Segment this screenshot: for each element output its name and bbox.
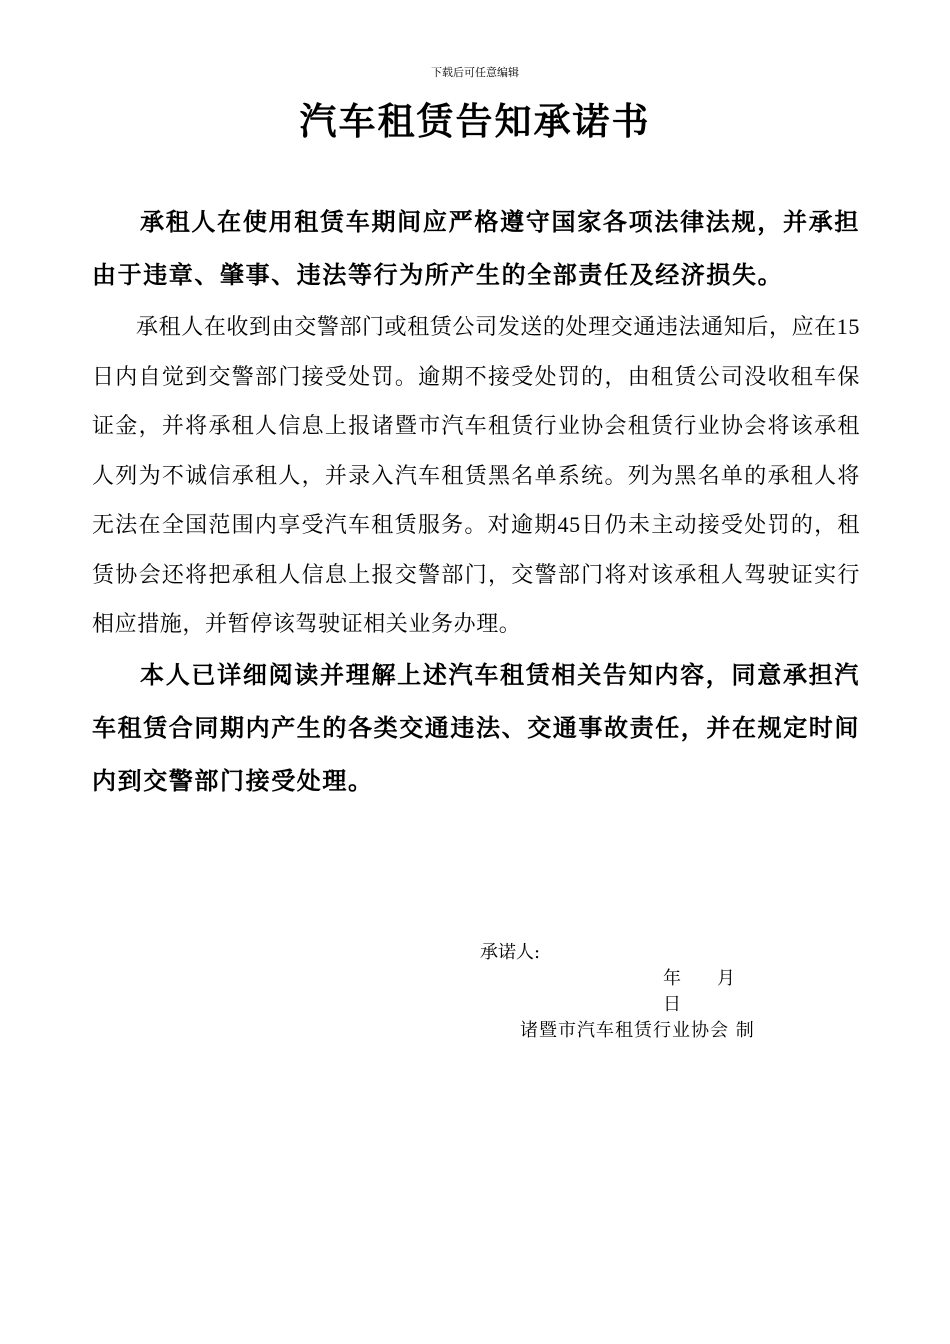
header-note: 下载后可任意编辑	[431, 66, 519, 79]
document-title: 汽车租赁告知承诺书	[299, 100, 651, 143]
day-label: 日	[663, 994, 681, 1015]
paragraph-commitment: 本人已详细阅读并理解上述汽车租赁相关告知内容，同意承担汽车租赁合同期内产生的各类交通违法、交通事故责任，并在规定时间内到交警部门接受处理。	[92, 660, 860, 795]
paragraph-violation-handling: 承租人在收到由交警部门或租赁公司发送的处理交通违法通知后，应在15日内自觉到交警部门接受处罚。逾期不接受处罚的，由租赁公司没收租车保证金，并将承租人信息上报诸暨市汽车租赁行业协会租赁行业协会将该承租人列为不诚信承租人，并录入汽车租赁黑名单系统。列为黑名单的承租人将无法在全国范围内享受汽车租赁服务。对逾期45日仍未主动接受处罚的，租赁协会还将把承租人信息上报交警部门，交警部门将对该承租人驾驶证实行相应措施，并暂停该驾驶证相关业务办理。	[92, 314, 860, 636]
signer-label: 承诺人:	[480, 942, 541, 963]
paragraph-responsibility: 承租人在使用租赁车期间应严格遵守国家各项法律法规，并承担由于违章、肇事、违法等行为所产生的全部责任及经济损失。	[92, 208, 860, 289]
month-label: 月	[717, 968, 735, 989]
signature-area	[480, 940, 810, 1044]
issuing-organization: 诸暨市汽车租赁行业协会 制	[520, 1020, 755, 1041]
year-label: 年	[663, 968, 681, 989]
document-body	[92, 196, 860, 808]
date-line	[480, 966, 810, 1018]
